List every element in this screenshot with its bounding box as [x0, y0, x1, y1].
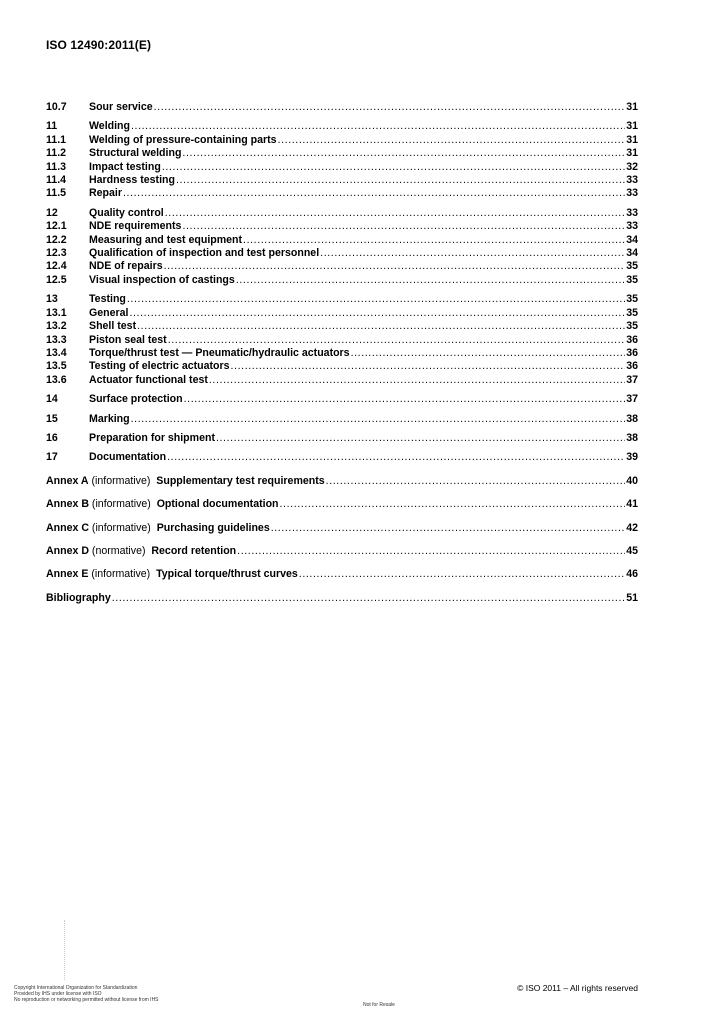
- toc-entry[interactable]: [46, 174, 638, 187]
- toc-entry-title: Sour service: [89, 101, 153, 113]
- toc-entry[interactable]: [46, 334, 638, 347]
- toc-entry-number: 11.5: [46, 187, 67, 200]
- toc-entry-number: 10.7: [46, 101, 67, 113]
- toc-entry-page: 35: [626, 260, 638, 273]
- toc-entry-number: 13.6: [46, 373, 67, 386]
- toc-entry-page: 34: [626, 247, 638, 260]
- toc-entry-number: 12.2: [46, 233, 67, 246]
- footer-line-2: Provided by IHS under license with ISO: [14, 991, 102, 997]
- toc-entry-page: 32: [626, 160, 638, 173]
- toc-entry-page: 35: [626, 306, 638, 319]
- dot-leader: [162, 161, 625, 174]
- toc-entry-title: Welding of pressure-containing parts: [89, 133, 277, 146]
- toc-entry-title: NDE requirements: [89, 220, 182, 233]
- toc-entry[interactable]: [46, 413, 638, 426]
- dot-leader: [131, 413, 626, 426]
- toc-entry[interactable]: [46, 347, 638, 360]
- toc-entry[interactable]: [46, 247, 638, 260]
- toc-entry-title: Torque/thrust test — Pneumatic/hydraulic actuators: [89, 346, 350, 359]
- toc-entry[interactable]: [46, 320, 638, 333]
- toc-entry-page: 37: [626, 393, 638, 406]
- toc-entry[interactable]: [46, 293, 638, 306]
- footer-copyright: © ISO 2011 – All rights reserved: [517, 983, 638, 993]
- toc-entry-number: 13.5: [46, 360, 67, 373]
- toc-entry-title: NDE of repairs: [89, 260, 163, 273]
- toc-entry-page: 36: [626, 333, 638, 346]
- toc-bibliography-entry[interactable]: [46, 592, 638, 605]
- dot-leader: [123, 187, 625, 200]
- document-id: ISO 12490:2011(E): [46, 38, 152, 52]
- margin-mark: [64, 920, 66, 980]
- dot-leader: [176, 174, 625, 187]
- toc-entry[interactable]: [46, 374, 638, 387]
- toc-entry-number: 11.1: [46, 133, 67, 146]
- dot-leader: [167, 451, 625, 464]
- toc-entry-title: Surface protection: [89, 393, 183, 406]
- toc-entry-number: 16: [46, 431, 58, 444]
- annex-type: (informative): [88, 498, 157, 511]
- toc-entry-number: 14: [46, 393, 58, 406]
- toc-entry-page: 33: [626, 174, 638, 187]
- footer-license: [14, 985, 159, 1003]
- toc-entry-page: 36: [626, 360, 638, 373]
- dot-leader: [231, 360, 626, 373]
- toc-entry[interactable]: [46, 161, 638, 174]
- dot-leader: [168, 334, 625, 347]
- dot-leader: [164, 260, 626, 273]
- toc-entry-number: 13.2: [46, 320, 67, 333]
- toc-entry-page: 34: [626, 233, 638, 246]
- toc-entry-title: Welding: [89, 120, 130, 133]
- dot-leader: [351, 347, 626, 360]
- annex-type: (informative): [88, 474, 157, 487]
- annex-page: 45: [626, 544, 638, 557]
- toc-entry-number: 12.1: [46, 220, 67, 233]
- toc-entry[interactable]: [46, 207, 638, 220]
- toc-entry-title: Testing of electric actuators: [89, 360, 230, 373]
- dot-leader: [216, 432, 625, 445]
- toc-entry-page: 35: [626, 273, 638, 286]
- annex-type: (normative): [88, 544, 152, 557]
- toc-annex-entry[interactable]: [46, 522, 638, 535]
- toc-entry-number: 17: [46, 451, 58, 464]
- toc-entry-number: 11.4: [46, 174, 67, 187]
- dot-leader: [165, 207, 625, 220]
- toc-entry-title: Visual inspection of castings: [89, 273, 235, 286]
- toc-entry-page: 39: [626, 451, 638, 464]
- toc-entry-title: General: [89, 306, 129, 319]
- toc-entry-title: Testing: [89, 293, 126, 306]
- annex-type: (informative): [88, 521, 157, 534]
- toc-entry-page: 31: [626, 120, 638, 133]
- toc-entry-number: 12.3: [46, 247, 67, 260]
- toc-entry-number: 12: [46, 206, 58, 219]
- dot-leader: [299, 568, 625, 581]
- toc-entry[interactable]: [46, 307, 638, 320]
- annex-title: Record retention: [151, 544, 237, 557]
- toc-entry[interactable]: [46, 101, 638, 114]
- dot-leader: [326, 475, 626, 488]
- dot-leader: [320, 247, 625, 260]
- table-of-contents: [46, 101, 638, 605]
- toc-entry[interactable]: [46, 220, 638, 233]
- toc-entry-page: 31: [626, 133, 638, 146]
- dot-leader: [271, 522, 625, 535]
- annex-label: Annex C: [46, 521, 89, 534]
- dot-leader: [209, 374, 625, 387]
- toc-annex-entry[interactable]: [46, 475, 638, 488]
- toc-entry-title: Preparation for shipment: [89, 431, 215, 444]
- toc-entry-number: 11.3: [46, 160, 67, 173]
- toc-annex-entry[interactable]: [46, 545, 638, 558]
- annex-title: Supplementary test requirements: [156, 474, 325, 487]
- bibliography-page: 51: [626, 591, 638, 604]
- toc-entry-title: Documentation: [89, 451, 167, 464]
- toc-entry[interactable]: [46, 451, 638, 464]
- toc-entry-number: 13: [46, 293, 58, 306]
- dot-leader: [182, 147, 625, 160]
- toc-annex-entry[interactable]: [46, 498, 638, 511]
- toc-entry-page: 37: [626, 373, 638, 386]
- toc-entry-page: 33: [626, 220, 638, 233]
- dot-leader: [129, 307, 625, 320]
- toc-entry-title: Quality control: [89, 206, 164, 219]
- toc-entry[interactable]: [46, 432, 638, 445]
- annex-page: 46: [626, 568, 638, 581]
- bibliography-title: Bibliography: [46, 591, 111, 604]
- dot-leader: [127, 293, 625, 306]
- dot-leader: [112, 592, 625, 605]
- annex-title: Purchasing guidelines: [156, 521, 270, 534]
- toc-entry-page: 33: [626, 206, 638, 219]
- toc-entry[interactable]: [46, 120, 638, 133]
- dot-leader: [131, 120, 625, 133]
- toc-entry-page: 35: [626, 320, 638, 333]
- toc-entry-page: 33: [626, 187, 638, 200]
- toc-entry-page: 38: [626, 431, 638, 444]
- toc-entry-number: 12.5: [46, 273, 67, 286]
- toc-entry-title: Repair: [89, 187, 122, 200]
- toc-entry[interactable]: [46, 260, 638, 273]
- dot-leader: [184, 393, 626, 406]
- annex-title: Typical torque/thrust curves: [156, 568, 298, 581]
- toc-entry-title: Qualification of inspection and test personnel: [89, 247, 320, 260]
- dot-leader: [237, 545, 625, 558]
- annex-title: Optional documentation: [156, 498, 279, 511]
- dot-leader: [182, 220, 625, 233]
- dot-leader: [280, 498, 626, 511]
- toc-entry-page: 38: [626, 412, 638, 425]
- toc-entry[interactable]: [46, 274, 638, 287]
- toc-entry-title: Piston seal test: [89, 333, 167, 346]
- footer-line-1: Copyright International Organization for Standardization: [14, 985, 138, 991]
- toc-entry[interactable]: [46, 134, 638, 147]
- toc-entry[interactable]: [46, 187, 638, 200]
- toc-entry-page: 31: [626, 101, 638, 113]
- annex-label: Annex E: [46, 568, 89, 581]
- toc-entry[interactable]: [46, 147, 638, 160]
- toc-entry-number: 13.3: [46, 333, 67, 346]
- annex-page: 41: [626, 498, 638, 511]
- toc-entry[interactable]: [46, 360, 638, 373]
- dot-leader: [278, 134, 626, 147]
- toc-entry-number: 15: [46, 412, 58, 425]
- toc-entry-number: 13.4: [46, 346, 67, 359]
- toc-entry-number: 11.2: [46, 147, 67, 160]
- toc-entry-number: 12.4: [46, 260, 67, 273]
- toc-entry-page: 36: [626, 346, 638, 359]
- toc-entry[interactable]: [46, 234, 638, 247]
- toc-entry-title: Marking: [89, 412, 130, 425]
- annex-label: Annex A: [46, 474, 89, 487]
- toc-entry-title: Hardness testing: [89, 174, 175, 187]
- toc-entry-page: 31: [626, 147, 638, 160]
- toc-entry-number: 13.1: [46, 306, 67, 319]
- annex-page: 42: [626, 521, 638, 534]
- dot-leader: [243, 234, 625, 247]
- toc-entry-title: Measuring and test equipment: [89, 233, 243, 246]
- annex-label: Annex D: [46, 544, 89, 557]
- dot-leader: [154, 101, 626, 114]
- toc-entry-title: Actuator functional test: [89, 373, 208, 386]
- annex-label: Annex B: [46, 498, 89, 511]
- annex-type: (informative): [88, 568, 157, 581]
- toc-entry[interactable]: [46, 393, 638, 406]
- dot-leader: [137, 320, 625, 333]
- toc-entry-title: Impact testing: [89, 160, 161, 173]
- footer-line-3: No reproduction or networking permitted without license from IHS: [14, 997, 159, 1003]
- toc-entry-title: Shell test: [89, 320, 137, 333]
- toc-entry-page: 35: [626, 293, 638, 306]
- toc-annex-entry[interactable]: [46, 568, 638, 581]
- toc-entry-title: Structural welding: [89, 147, 182, 160]
- dot-leader: [236, 274, 625, 287]
- toc-entry-number: 11: [46, 120, 58, 133]
- annex-page: 40: [626, 474, 638, 487]
- footer-resale: Not for Resale: [363, 1002, 395, 1008]
